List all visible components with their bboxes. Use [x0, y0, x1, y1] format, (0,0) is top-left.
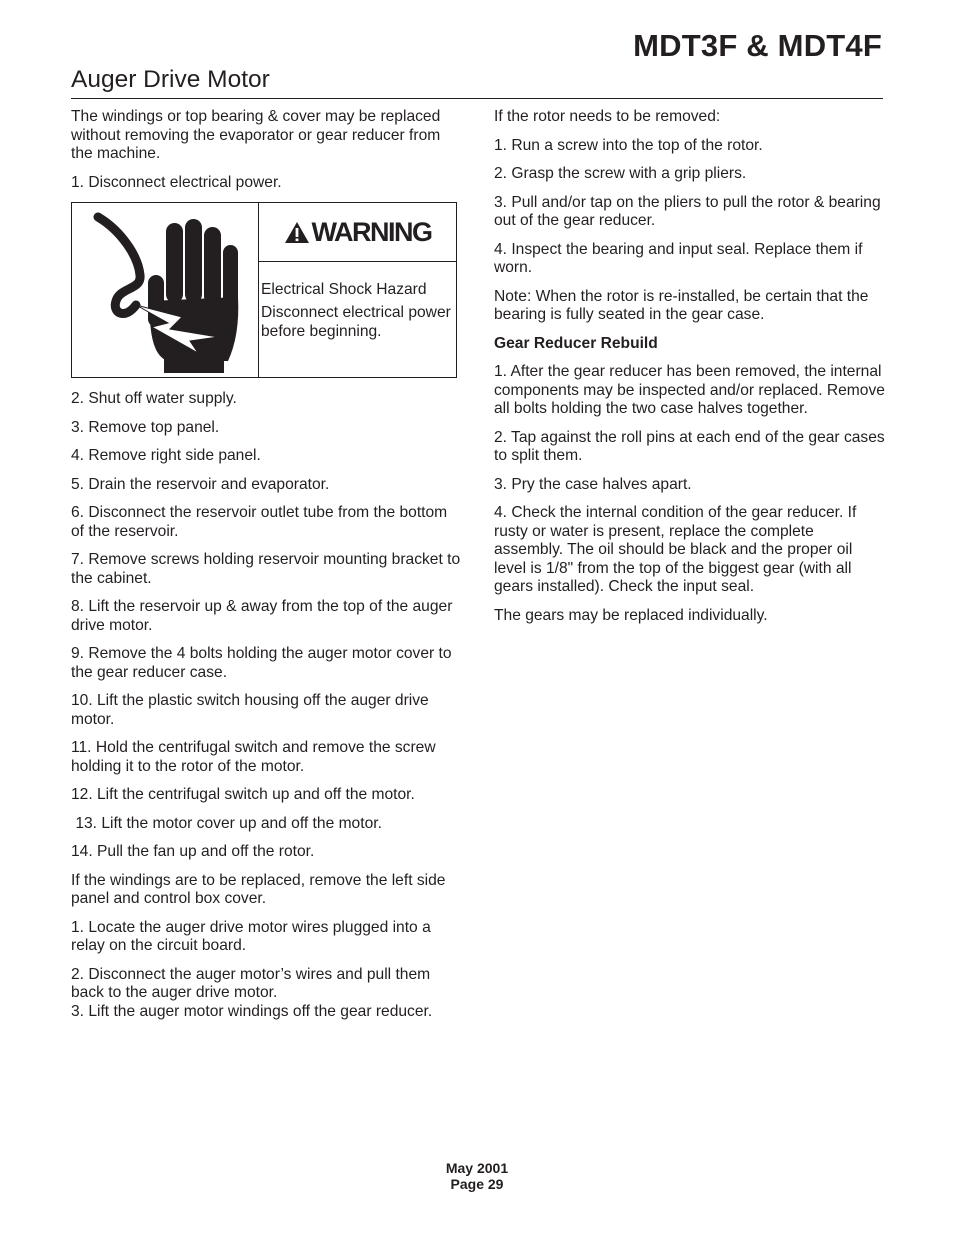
- windings-intro: If the windings are to be replaced, remove the left side panel and control box cover.: [71, 871, 446, 907]
- rotor-intro: If the rotor needs to be removed:: [494, 108, 721, 125]
- step-item: 14. Pull the fan up and off the rotor.: [71, 843, 315, 860]
- page-footer: [0, 1160, 954, 1192]
- intro-paragraph: The windings or top bearing & cover may be replaced without removing the evaporator or gear reducer from the machine.: [71, 108, 441, 162]
- gear-step: 3. Pry the case halves apart.: [494, 475, 692, 493]
- windings-step: 1. Locate the auger drive motor wires plugged into a relay on the circuit board.: [71, 918, 431, 954]
- step-item: 4. Remove right side panel.: [71, 447, 261, 464]
- warning-box: [71, 202, 457, 378]
- rotor-step: 4. Inspect the bearing and input seal. Replace them if worn.: [494, 240, 863, 276]
- warning-triangle-icon: [284, 221, 310, 244]
- step-item: 13. Lift the motor cover up and off the motor.: [71, 814, 382, 832]
- section-title: Auger Drive Motor: [71, 66, 270, 93]
- rotor-step: 1. Run a screw into the top of the rotor.: [494, 136, 763, 154]
- footer-page-number: Page 29: [450, 1176, 504, 1192]
- gear-reducer-heading: Gear Reducer Rebuild: [494, 334, 658, 352]
- rotor-step: 3. Pull and/or tap on the pliers to pull the rotor & bearing out of the gear reducer.: [494, 193, 881, 229]
- warning-hazard: Electrical Shock Hazard: [261, 281, 427, 298]
- gear-step: 2. Tap against the roll pins at each end of the gear cases to split them.: [494, 428, 885, 464]
- step-item: 5. Drain the reservoir and evaporator.: [71, 475, 330, 493]
- warning-instruction: Disconnect electrical power before beginning.: [261, 304, 451, 340]
- step-item: 7. Remove screws holding reservoir mounting bracket to the cabinet.: [71, 551, 461, 587]
- rotor-step: 2. Grasp the screw with a grip pliers.: [494, 165, 747, 182]
- warning-header: [259, 203, 456, 262]
- header-rule: [71, 98, 883, 99]
- step-item: 11. Hold the centrifugal switch and remove the screw holding it to the rotor of the motor.: [71, 739, 436, 775]
- step-item: 3. Remove top panel.: [71, 418, 220, 436]
- step-item: 9. Remove the 4 bolts holding the auger motor cover to the gear reducer case.: [71, 645, 452, 681]
- warning-icon-cell: [72, 203, 259, 377]
- step-disconnect-power: 1. Disconnect electrical power.: [71, 173, 282, 191]
- model-title: MDT3F & MDT4F: [633, 28, 882, 63]
- gear-step: 4. Check the internal condition of the gear reducer. If rusty or water is present, replace the complete assembly. The oil should be black and the proper oil level is 1/8" from the top of the biggest gear (with all gears installed). Check the input seal.: [494, 504, 857, 595]
- electrical-shock-hand-icon: [90, 205, 240, 375]
- step-item: 12. Lift the centrifugal switch up and off the motor.: [71, 786, 415, 803]
- rotor-note: Note: When the rotor is re-installed, be certain that the bearing is fully seated in the gear case.: [494, 287, 869, 323]
- step-item: 8. Lift the reservoir up & away from the top of the auger drive motor.: [71, 598, 453, 634]
- windings-step: 2. Disconnect the auger motor’s wires and pull them back to the auger drive motor.: [71, 965, 431, 1001]
- gear-step: 1. After the gear reducer has been removed, the internal components may be inspected and/or replaced. Remove all bolts holding the two case halves together.: [494, 363, 885, 417]
- windings-step: 3. Lift the auger motor windings off the gear reducer.: [71, 1002, 433, 1020]
- step-item: 2. Shut off water supply.: [71, 390, 237, 407]
- step-item: 6. Disconnect the reservoir outlet tube from the bottom of the reservoir.: [71, 504, 448, 540]
- warning-text-panel: [259, 203, 456, 377]
- right-column: [494, 108, 886, 635]
- gears-closing: The gears may be replaced individually.: [494, 606, 768, 624]
- left-column: [71, 108, 463, 1031]
- warning-body: [259, 262, 456, 345]
- step-item: 10. Lift the plastic switch housing off the auger drive motor.: [71, 692, 429, 728]
- warning-label: WARNING: [311, 216, 432, 247]
- footer-date: May 2001: [445, 1160, 509, 1176]
